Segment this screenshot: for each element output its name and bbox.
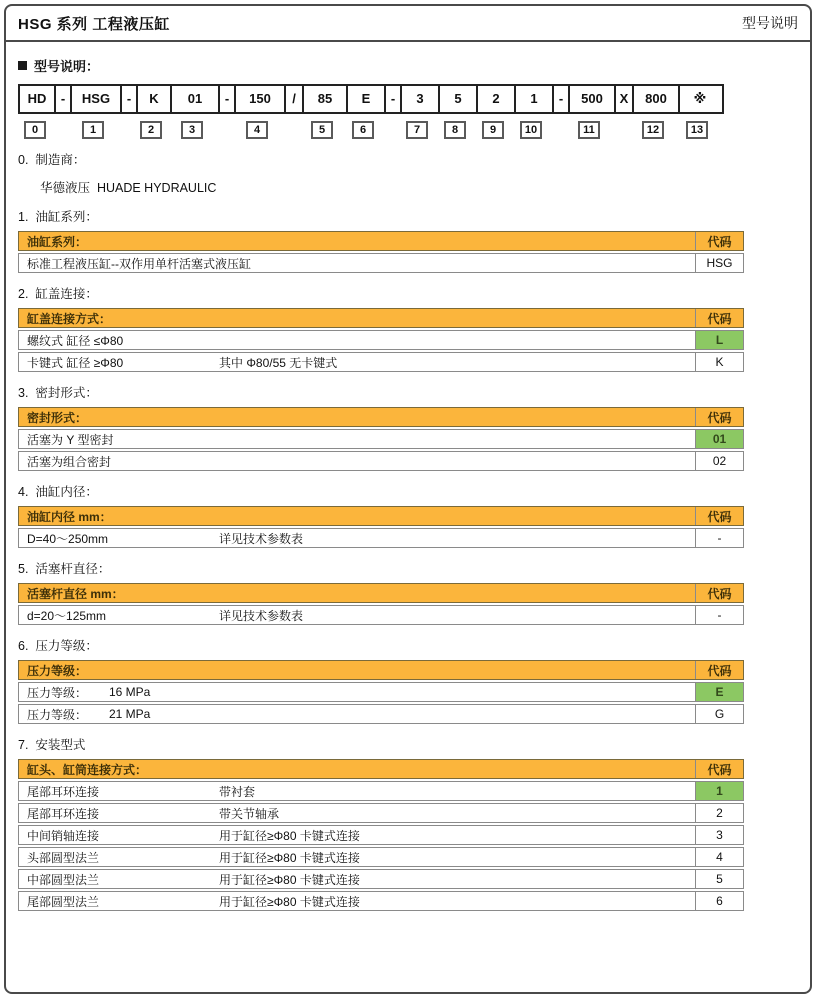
table-header-title: 密封形式： bbox=[19, 408, 695, 426]
model-code-index-slot bbox=[232, 121, 282, 139]
section-heading: 4. 油缸内径： bbox=[18, 485, 98, 499]
model-code-index-slot bbox=[612, 121, 630, 139]
section-table bbox=[18, 759, 744, 911]
model-code-index-box: 3 bbox=[181, 121, 203, 139]
model-code-index-slot bbox=[168, 121, 216, 139]
model-code-index-box: 7 bbox=[406, 121, 428, 139]
table-cell-secondary: 用于缸径≥Φ80 卡键式连接 bbox=[219, 894, 360, 909]
table-cell-code: - bbox=[695, 606, 743, 624]
section-table bbox=[18, 660, 744, 724]
table-cell-primary: 活塞为组合密封 bbox=[27, 454, 112, 469]
table-row-main bbox=[19, 804, 695, 822]
table-header-row bbox=[18, 759, 744, 779]
table-row bbox=[18, 825, 744, 845]
table-header-code: 代码 bbox=[695, 232, 743, 250]
table-row bbox=[18, 803, 744, 823]
table-row-main bbox=[19, 826, 695, 844]
section-marker-label: 型号说明： bbox=[34, 59, 100, 74]
table-cell-primary: 尾部圆型法兰 bbox=[27, 894, 100, 909]
table-row bbox=[18, 682, 744, 702]
section-1 bbox=[16, 207, 800, 273]
table-header-row bbox=[18, 506, 744, 526]
table-header-title: 油缸系列： bbox=[19, 232, 695, 250]
model-code-index-slot bbox=[52, 121, 68, 139]
table-cell-code: HSG bbox=[695, 254, 743, 272]
model-code-cell: K bbox=[136, 86, 170, 112]
section-4 bbox=[16, 482, 800, 548]
table-row bbox=[18, 352, 744, 372]
model-code-index-slot bbox=[382, 121, 398, 139]
table-row bbox=[18, 451, 744, 471]
table-row bbox=[18, 429, 744, 449]
section-7 bbox=[16, 735, 800, 911]
model-code-separator: X bbox=[614, 86, 632, 112]
table-row bbox=[18, 253, 744, 273]
table-header-title: 缸盖连接方式： bbox=[19, 309, 695, 327]
table-header-code: 代码 bbox=[695, 760, 743, 778]
model-code-cell: 800 bbox=[632, 86, 678, 112]
table-header-row bbox=[18, 231, 744, 251]
model-code-separator: - bbox=[218, 86, 234, 112]
model-code-index-box: 11 bbox=[578, 121, 600, 139]
table-header-title: 压力等级： bbox=[19, 661, 695, 679]
table-cell-secondary: 用于缸径≥Φ80 卡键式连接 bbox=[219, 850, 360, 865]
model-code-index-slot bbox=[630, 121, 676, 139]
table-row bbox=[18, 847, 744, 867]
table-cell-primary: 卡键式 缸径 ≥Φ80 bbox=[27, 355, 124, 370]
section-3 bbox=[16, 383, 800, 471]
table-row bbox=[18, 869, 744, 889]
page-content bbox=[6, 42, 810, 911]
model-code-index-box: 5 bbox=[311, 121, 333, 139]
table-cell-code: 1 bbox=[695, 782, 743, 800]
table-cell-code: E bbox=[695, 683, 743, 701]
table-row bbox=[18, 605, 744, 625]
section-table bbox=[18, 407, 744, 471]
model-code-index-box: 0 bbox=[24, 121, 46, 139]
model-code-index-box: 6 bbox=[352, 121, 374, 139]
section-heading: 6. 压力等级： bbox=[18, 639, 98, 653]
section-table bbox=[18, 308, 744, 372]
section-heading: 3. 密封形式： bbox=[18, 386, 98, 400]
model-code-cell: 500 bbox=[568, 86, 614, 112]
model-code-index-row bbox=[18, 121, 720, 139]
table-cell-secondary: 其中 Φ80/55 无卡键式 bbox=[219, 355, 338, 370]
model-code-separator: - bbox=[120, 86, 136, 112]
model-code-index-box: 1 bbox=[82, 121, 104, 139]
model-code-index-slot bbox=[216, 121, 232, 139]
table-cell-code: L bbox=[695, 331, 743, 349]
section-heading: 0. 制造商： bbox=[18, 153, 86, 167]
table-cell-code: 2 bbox=[695, 804, 743, 822]
section-0 bbox=[16, 150, 800, 196]
table-cell-code: K bbox=[695, 353, 743, 371]
table-row-main bbox=[19, 705, 695, 723]
table-cell-code: 02 bbox=[695, 452, 743, 470]
model-code-cell: 1 bbox=[514, 86, 552, 112]
table-header-title: 油缸内径 mm： bbox=[19, 507, 695, 525]
table-cell-primary: D=40～250mm bbox=[27, 531, 109, 546]
model-code-cell: 85 bbox=[302, 86, 346, 112]
table-cell-primary: 中间销轴连接 bbox=[27, 828, 100, 843]
table-row-main bbox=[19, 331, 695, 349]
sections-container bbox=[16, 150, 800, 911]
table-header-row bbox=[18, 660, 744, 680]
table-header-code: 代码 bbox=[695, 309, 743, 327]
page-header bbox=[6, 6, 810, 42]
table-header-title: 活塞杆直径 mm： bbox=[19, 584, 695, 602]
model-code-cell: 01 bbox=[170, 86, 218, 112]
model-code-index-slot bbox=[398, 121, 436, 139]
model-code-cell: 5 bbox=[438, 86, 476, 112]
model-code-index-slot bbox=[344, 121, 382, 139]
model-code-cell: 2 bbox=[476, 86, 514, 112]
table-row-main bbox=[19, 353, 695, 371]
table-cell-code: 01 bbox=[695, 430, 743, 448]
table-row-main bbox=[19, 892, 695, 910]
model-code-index-slot bbox=[550, 121, 566, 139]
table-cell-primary: 尾部耳环连接 bbox=[27, 784, 100, 799]
table-row-main bbox=[19, 606, 695, 624]
table-row bbox=[18, 330, 744, 350]
table-row-main bbox=[19, 430, 695, 448]
table-cell-primary: 标准工程液压缸--双作用单杆活塞式液压缸 bbox=[27, 256, 251, 271]
table-cell-primary: 中部圆型法兰 bbox=[27, 872, 100, 887]
table-cell-code: - bbox=[695, 529, 743, 547]
table-cell-code: 6 bbox=[695, 892, 743, 910]
table-row bbox=[18, 704, 744, 724]
table-row-main bbox=[19, 529, 695, 547]
document-page bbox=[4, 4, 812, 994]
table-row-main bbox=[19, 452, 695, 470]
table-row bbox=[18, 891, 744, 911]
table-cell-secondary: 16 MPa bbox=[109, 685, 151, 699]
table-header-title: 缸头、缸筒连接方式： bbox=[19, 760, 695, 778]
table-header-code: 代码 bbox=[695, 584, 743, 602]
table-header-code: 代码 bbox=[695, 661, 743, 679]
model-code-cell: E bbox=[346, 86, 384, 112]
model-code-index-box: 2 bbox=[140, 121, 162, 139]
model-code-index-box: 10 bbox=[520, 121, 542, 139]
table-cell-secondary: 详见技术参数表 bbox=[219, 608, 304, 623]
table-row-main bbox=[19, 870, 695, 888]
section-6 bbox=[16, 636, 800, 724]
table-cell-secondary: 21 MPa bbox=[109, 707, 151, 721]
section-table bbox=[18, 231, 744, 273]
table-cell-secondary: 详见技术参数表 bbox=[219, 531, 304, 546]
model-code-index-box: 9 bbox=[482, 121, 504, 139]
model-code-cell: 3 bbox=[400, 86, 438, 112]
table-cell-secondary: 用于缸径≥Φ80 卡键式连接 bbox=[219, 828, 360, 843]
square-bullet-icon bbox=[18, 61, 27, 70]
model-code-index-slot bbox=[676, 121, 718, 139]
table-row-main bbox=[19, 782, 695, 800]
header-corner-label: 型号说明 bbox=[742, 15, 798, 31]
section-heading: 2. 缸盖连接： bbox=[18, 287, 98, 301]
table-header-code: 代码 bbox=[695, 507, 743, 525]
page-title: HSG 系列 工程液压缸 bbox=[18, 15, 170, 33]
section-text-line: 华德液压 HUADE HYDRAULIC bbox=[40, 181, 217, 195]
table-cell-primary: 压力等级： bbox=[27, 685, 88, 700]
table-cell-code: G bbox=[695, 705, 743, 723]
model-code-index-box: 8 bbox=[444, 121, 466, 139]
table-header-code: 代码 bbox=[695, 408, 743, 426]
table-row bbox=[18, 528, 744, 548]
model-code-index-slot bbox=[18, 121, 52, 139]
section-5 bbox=[16, 559, 800, 625]
model-code-cell: HD bbox=[27, 91, 47, 106]
model-code-index-box: 12 bbox=[642, 121, 664, 139]
section-marker bbox=[18, 56, 800, 75]
table-cell-primary: d=20～125mm bbox=[27, 608, 107, 623]
table-row-main bbox=[19, 683, 695, 701]
model-code-separator: - bbox=[384, 86, 400, 112]
table-cell-code: 3 bbox=[695, 826, 743, 844]
table-row bbox=[18, 781, 744, 801]
table-cell-secondary: 带衬套 bbox=[219, 784, 256, 799]
table-cell-primary: 压力等级： bbox=[27, 707, 88, 722]
model-code-separator: / bbox=[284, 86, 302, 112]
section-heading: 7. 安装型式 bbox=[18, 738, 86, 752]
section-heading: 5. 活塞杆直径： bbox=[18, 562, 111, 576]
table-header-row bbox=[18, 583, 744, 603]
section-table bbox=[18, 583, 744, 625]
model-code-separator: - bbox=[552, 86, 568, 112]
section-2 bbox=[16, 284, 800, 372]
table-row-main bbox=[19, 848, 695, 866]
model-code-cell: HSG bbox=[70, 86, 120, 112]
model-code-index-slot bbox=[282, 121, 300, 139]
model-code-index-slot bbox=[300, 121, 344, 139]
model-code-index-slot bbox=[566, 121, 612, 139]
table-cell-secondary: 带关节轴承 bbox=[219, 806, 280, 821]
table-cell-code: 4 bbox=[695, 848, 743, 866]
model-code-index-box: 13 bbox=[686, 121, 708, 139]
model-code-index-slot bbox=[118, 121, 134, 139]
table-cell-secondary: 用于缸径≥Φ80 卡键式连接 bbox=[219, 872, 360, 887]
model-code-cell: ※ bbox=[678, 86, 720, 112]
model-code-index-slot bbox=[68, 121, 118, 139]
model-code-cell: 150 bbox=[234, 86, 284, 112]
table-cell-primary: 尾部耳环连接 bbox=[27, 806, 100, 821]
table-cell-code: 5 bbox=[695, 870, 743, 888]
table-row-main bbox=[19, 254, 695, 272]
section-heading: 1. 油缸系列： bbox=[18, 210, 98, 224]
model-code-index-box: 4 bbox=[246, 121, 268, 139]
table-cell-primary: 螺纹式 缸径 ≤Φ80 bbox=[27, 333, 124, 348]
model-code-index-slot bbox=[436, 121, 474, 139]
model-code-index-slot bbox=[512, 121, 550, 139]
table-cell-primary: 头部圆型法兰 bbox=[27, 850, 100, 865]
table-cell-primary: 活塞为 Y 型密封 bbox=[27, 432, 114, 447]
section-table bbox=[18, 506, 744, 548]
model-code-index-slot bbox=[134, 121, 168, 139]
model-code-table bbox=[18, 84, 724, 114]
table-header-row bbox=[18, 308, 744, 328]
table-header-row bbox=[18, 407, 744, 427]
model-code-separator: - bbox=[54, 86, 70, 112]
model-code-index-slot bbox=[474, 121, 512, 139]
